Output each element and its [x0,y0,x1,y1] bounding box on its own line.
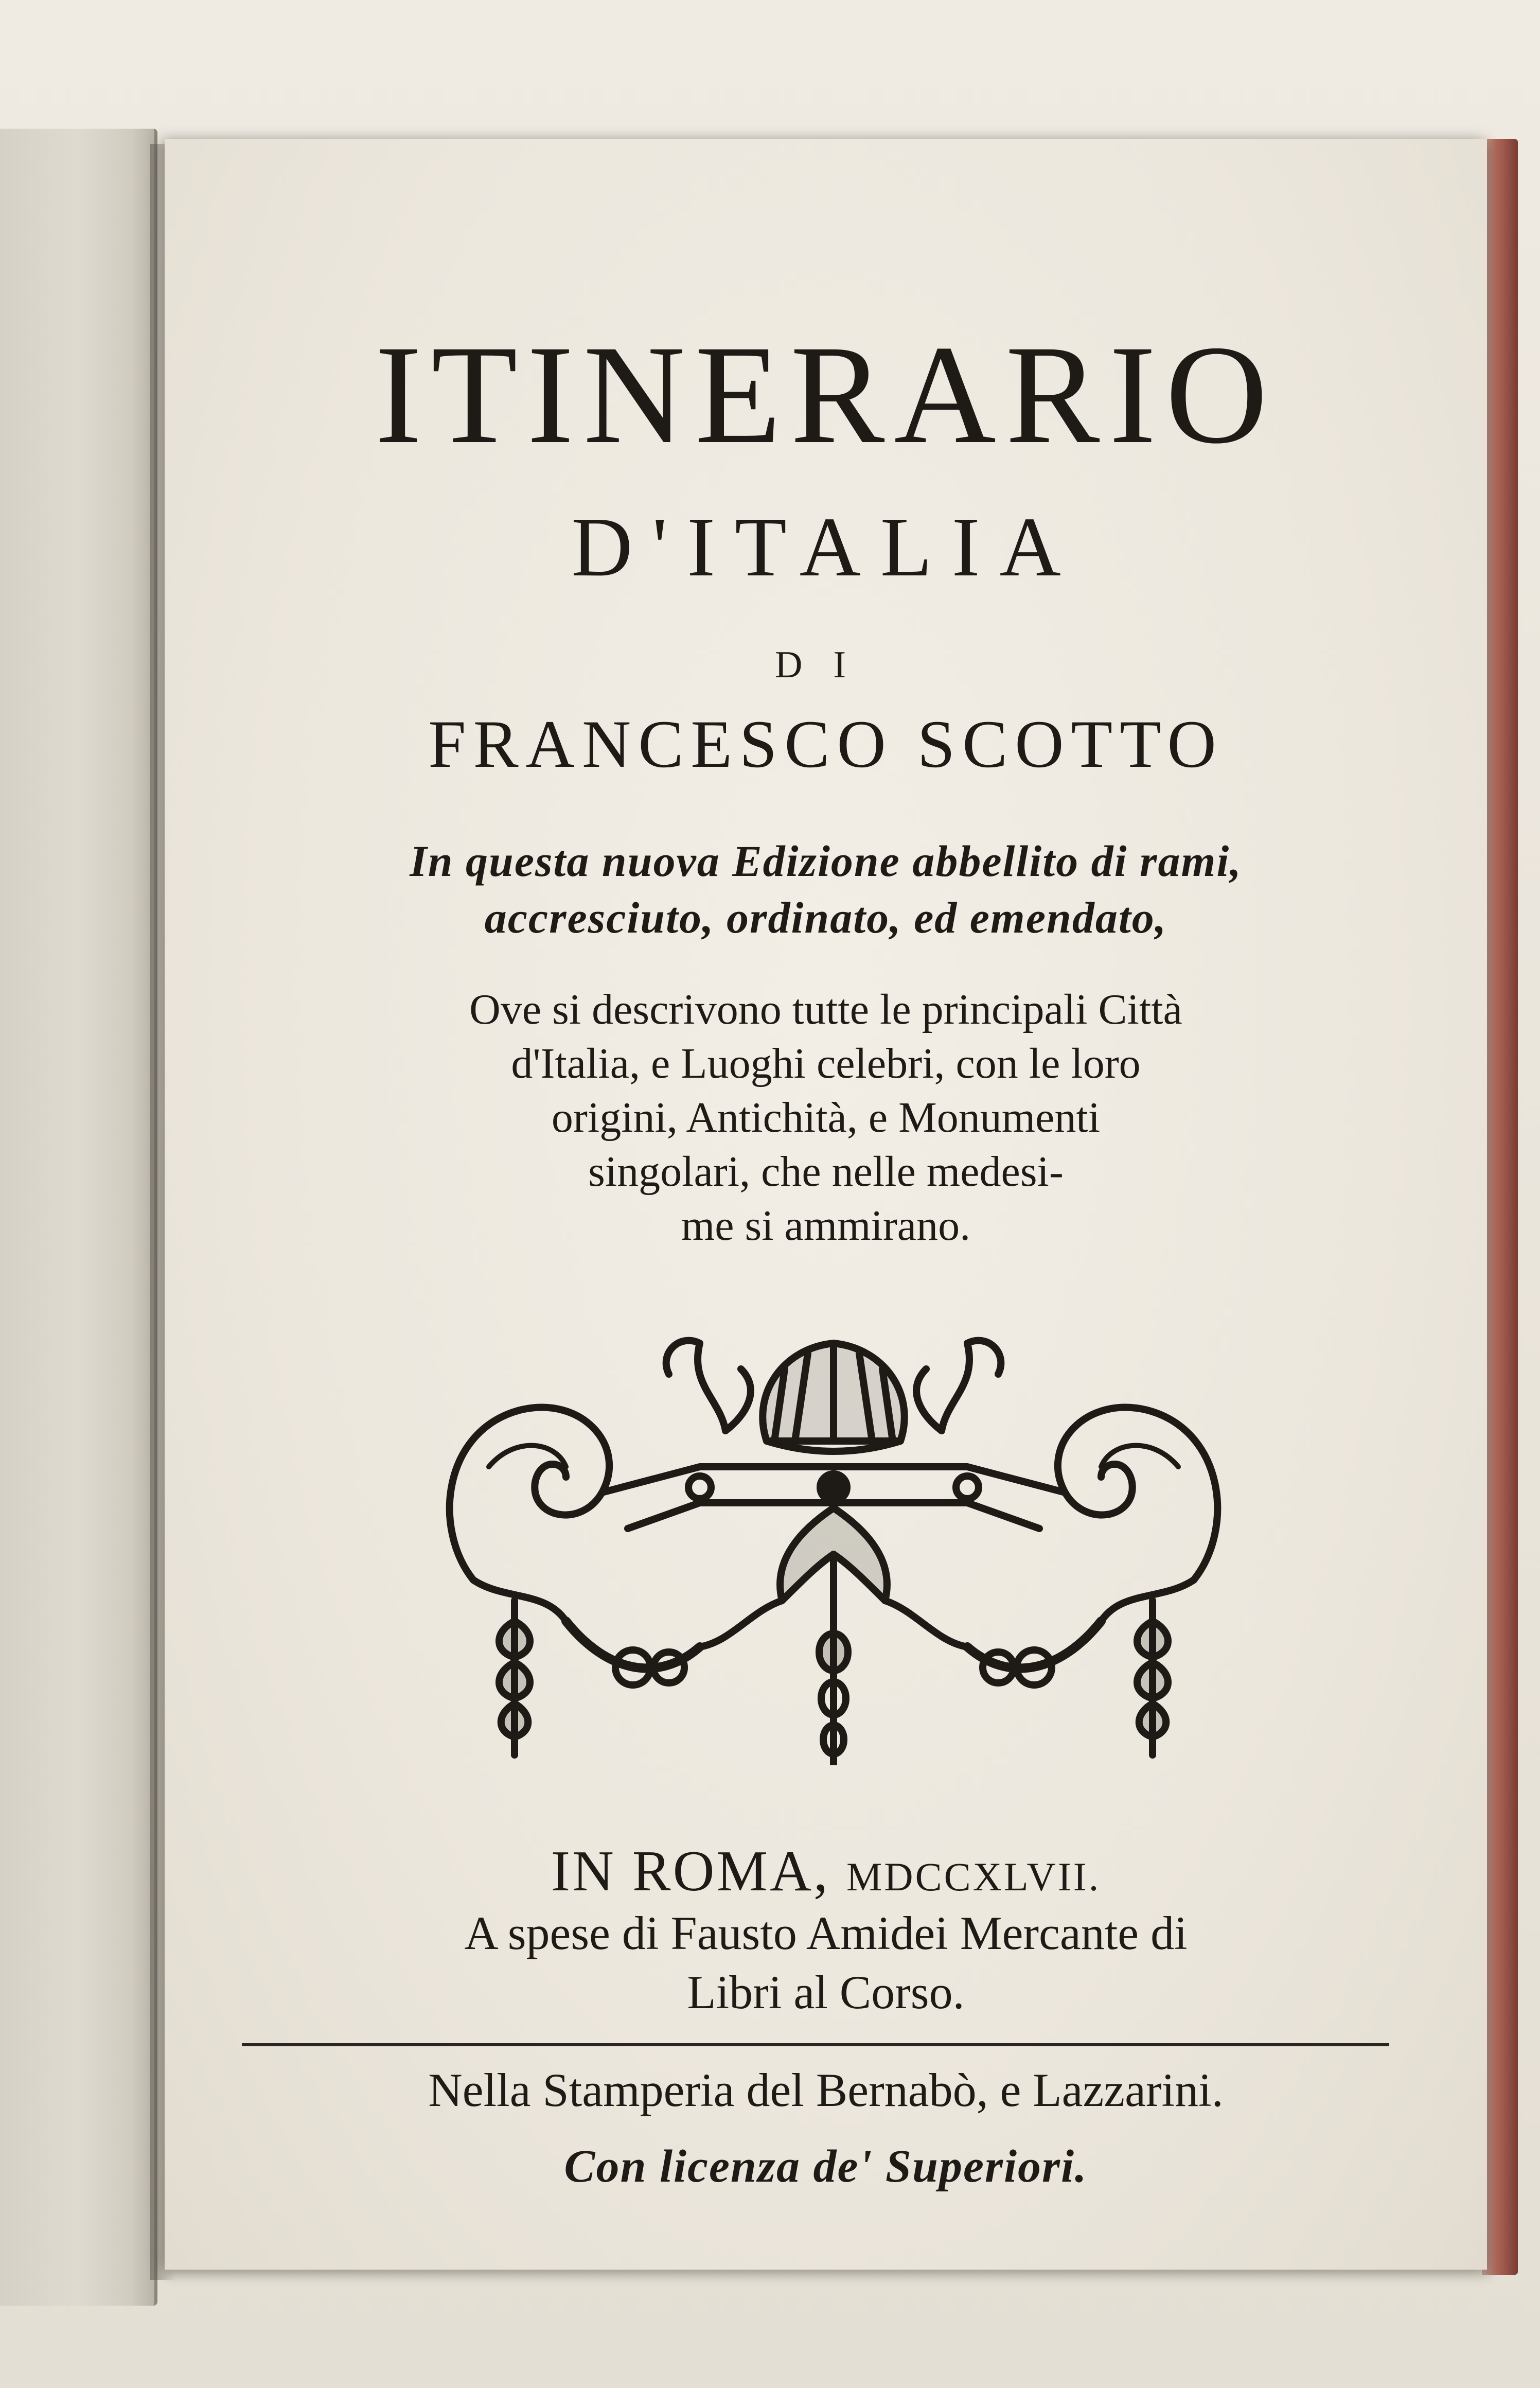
title-page [165,139,1487,2270]
publisher-line-1: A spese di Fausto Amidei Mercante di [464,1907,1188,1959]
description-line-1: Ove si descrivono tutte le principali Città [469,986,1182,1033]
page-edge [1482,139,1518,2275]
edition-line-1: In questa nuova Edizione abbellito di rami, [410,836,1242,886]
description-line-2: d'Italia, e Luoghi celebri, con le loro [511,1040,1141,1087]
left-page [0,129,157,2306]
description-line-4: singolari, che nelle medesi- [588,1148,1064,1196]
edition-line-2: accresciuto, ordinato, ed emendato, [484,893,1167,942]
woodcut-ornament-icon [412,1312,1255,1765]
imprint-year: MDCCXLVII. [846,1854,1101,1899]
book-title: ITINERARIO [375,317,1277,473]
publisher-line-2: Libri al Corso. [687,1966,965,2018]
description-line-3: origini, Antichità, e Monumenti [551,1094,1101,1142]
book-subtitle: D'ITALIA [571,500,1081,594]
imprint-place [165,1839,1487,1903]
author-name: FRANCESCO SCOTTO [428,706,1224,782]
imprint-city: IN ROMA, [551,1839,830,1903]
divider-rule [242,2043,1389,2046]
license-line: Con licenza de' Superiori. [564,2141,1088,2192]
printer-line: Nella Stamperia del Bernabò, e Lazzarini. [428,2064,1224,2116]
by-line: DI [774,644,877,686]
description-line-5: me si ammirano. [681,1202,971,1250]
